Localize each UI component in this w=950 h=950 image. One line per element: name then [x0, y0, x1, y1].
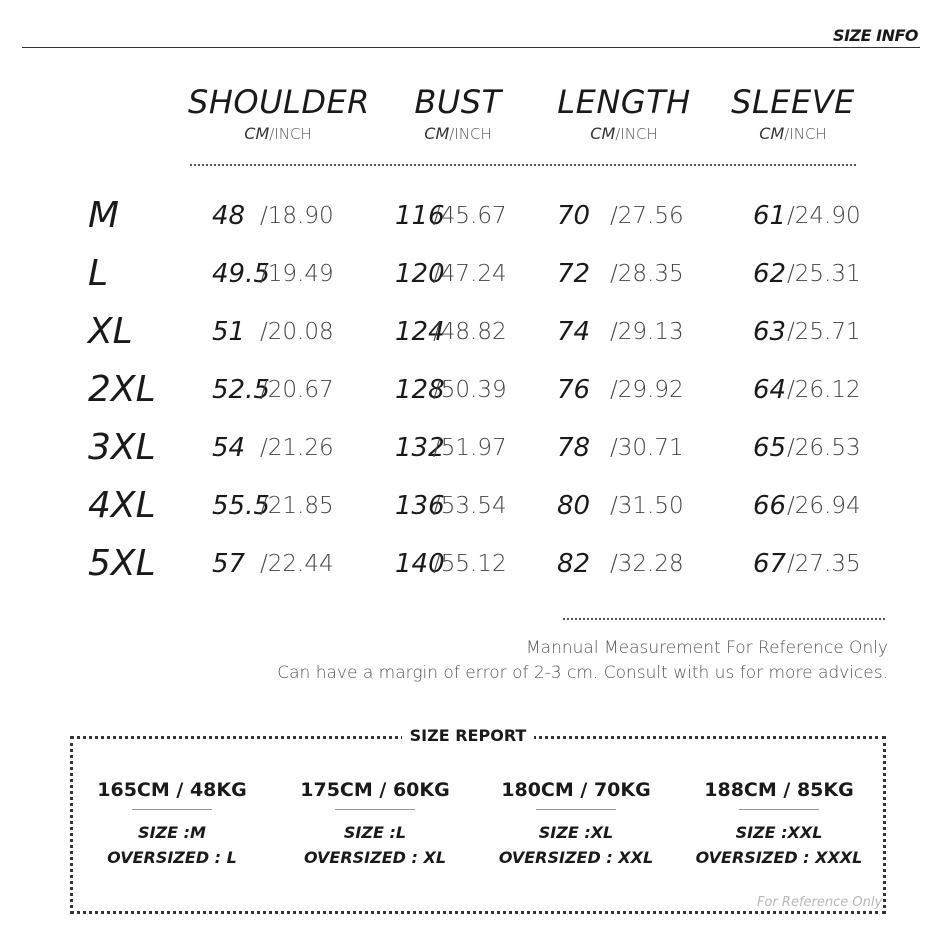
shoulder-cm: 49.5 [212, 259, 270, 289]
sleeve-inch: /25.71 [787, 319, 861, 345]
sleeve-cm: 64 [753, 375, 787, 405]
column-header-shoulder [188, 84, 368, 143]
height-weight: 165CM / 48KG [97, 779, 247, 801]
recommended-size: SIZE :XXL [735, 823, 823, 842]
column-header-length [554, 84, 694, 143]
column-unit: CM/INCH [759, 124, 827, 143]
table-row [0, 486, 950, 544]
shoulder-inch: /21.26 [260, 435, 334, 461]
bust-inch: /47.24 [433, 261, 507, 287]
length-cm: 76 [557, 375, 591, 405]
oversized-size: OVERSIZED : XXXL [695, 848, 863, 867]
size-info-title: SIZE INFO [833, 26, 918, 45]
sleeve-inch: /24.90 [787, 203, 861, 229]
sleeve-inch: /27.35 [787, 551, 861, 577]
shoulder-cm: 54 [212, 433, 246, 463]
length-cm: 70 [557, 201, 591, 231]
column-header-sleeve [730, 84, 856, 143]
shoulder-inch: /19.49 [260, 261, 334, 287]
size-report-item [280, 778, 470, 870]
bust-inch: /48.82 [433, 319, 507, 345]
item-underline [335, 809, 415, 810]
sleeve-cm: 67 [753, 549, 787, 579]
error-margin-note: Can have a margin of error of 2-3 cm. Consult with us for more advices. [277, 663, 888, 683]
sleeve-inch: /25.31 [787, 261, 861, 287]
length-cm: 80 [557, 491, 591, 521]
length-inch: /28.35 [610, 261, 684, 287]
header-divider [22, 47, 920, 48]
bust-inch: /55.12 [433, 551, 507, 577]
measurement-note: Mannual Measurement For Reference Only [526, 638, 888, 658]
length-cm: 78 [557, 433, 591, 463]
sleeve-cm: 66 [753, 491, 787, 521]
recommended-size: SIZE :L [343, 823, 407, 842]
size-report-title: SIZE REPORT [402, 726, 534, 745]
recommended-size: SIZE :M [138, 823, 206, 842]
table-row [0, 312, 950, 370]
length-inch: /29.92 [610, 377, 684, 403]
height-weight: 188CM / 85KG [704, 779, 854, 801]
column-unit: CM/INCH [424, 124, 492, 143]
bust-inch: /53.54 [433, 493, 507, 519]
item-underline [132, 809, 212, 810]
column-unit: CM/INCH [244, 124, 312, 143]
height-weight: 175CM / 60KG [300, 779, 450, 801]
column-name: SLEEVE [731, 83, 855, 121]
shoulder-inch: /22.44 [260, 551, 334, 577]
column-unit: CM/INCH [590, 124, 658, 143]
table-row [0, 254, 950, 312]
shoulder-cm: 51 [212, 317, 246, 347]
length-inch: /27.56 [610, 203, 684, 229]
shoulder-cm: 55.5 [212, 491, 270, 521]
recommended-size: SIZE :XL [538, 823, 614, 842]
shoulder-cm: 52.5 [212, 375, 270, 405]
notes-dotted-divider [563, 618, 885, 620]
oversized-size: OVERSIZED : XXL [498, 848, 654, 867]
length-cm: 72 [557, 259, 591, 289]
size-label: XL [88, 311, 133, 352]
table-row [0, 428, 950, 486]
length-cm: 82 [557, 549, 591, 579]
bust-cm: 128 [395, 375, 445, 405]
column-name: SHOULDER [188, 83, 370, 121]
column-name: LENGTH [557, 83, 691, 121]
item-underline [739, 809, 819, 810]
bust-inch: /51.97 [433, 435, 507, 461]
oversized-size: OVERSIZED : XL [303, 848, 447, 867]
sleeve-inch: /26.94 [787, 493, 861, 519]
size-label: 2XL [88, 369, 156, 410]
size-report-item [684, 778, 874, 870]
table-row [0, 370, 950, 428]
size-label: M [88, 195, 120, 236]
header-dotted-divider [190, 164, 856, 166]
sleeve-inch: /26.12 [787, 377, 861, 403]
sleeve-cm: 65 [753, 433, 787, 463]
height-weight: 180CM / 70KG [501, 779, 651, 801]
size-label: L [88, 253, 109, 294]
bust-cm: 120 [395, 259, 445, 289]
shoulder-cm: 57 [212, 549, 246, 579]
bust-cm: 132 [395, 433, 445, 463]
bust-inch: /45.67 [433, 203, 507, 229]
bust-inch: /50.39 [433, 377, 507, 403]
size-report-item [77, 778, 267, 870]
shoulder-inch: /18.90 [260, 203, 334, 229]
shoulder-inch: /20.67 [260, 377, 334, 403]
length-inch: /31.50 [610, 493, 684, 519]
table-row [0, 544, 950, 602]
size-label: 5XL [88, 543, 156, 584]
bust-cm: 140 [395, 549, 445, 579]
bust-cm: 136 [395, 491, 445, 521]
sleeve-inch: /26.53 [787, 435, 861, 461]
shoulder-inch: /20.08 [260, 319, 334, 345]
reference-only-footnote: For Reference Only [757, 895, 883, 910]
length-inch: /30.71 [610, 435, 684, 461]
length-inch: /32.28 [610, 551, 684, 577]
length-cm: 74 [557, 317, 591, 347]
column-name: BUST [414, 83, 502, 121]
shoulder-cm: 48 [212, 201, 246, 231]
bust-cm: 124 [395, 317, 445, 347]
bust-cm: 116 [395, 201, 445, 231]
oversized-size: OVERSIZED : L [107, 848, 237, 867]
sleeve-cm: 61 [753, 201, 787, 231]
size-report-item [481, 778, 671, 870]
sleeve-cm: 62 [753, 259, 787, 289]
table-row [0, 196, 950, 254]
shoulder-inch: /21.85 [260, 493, 334, 519]
sleeve-cm: 63 [753, 317, 787, 347]
size-label: 3XL [88, 427, 156, 468]
length-inch: /29.13 [610, 319, 684, 345]
size-label: 4XL [88, 485, 156, 526]
column-header-bust [398, 84, 518, 143]
item-underline [536, 809, 616, 810]
